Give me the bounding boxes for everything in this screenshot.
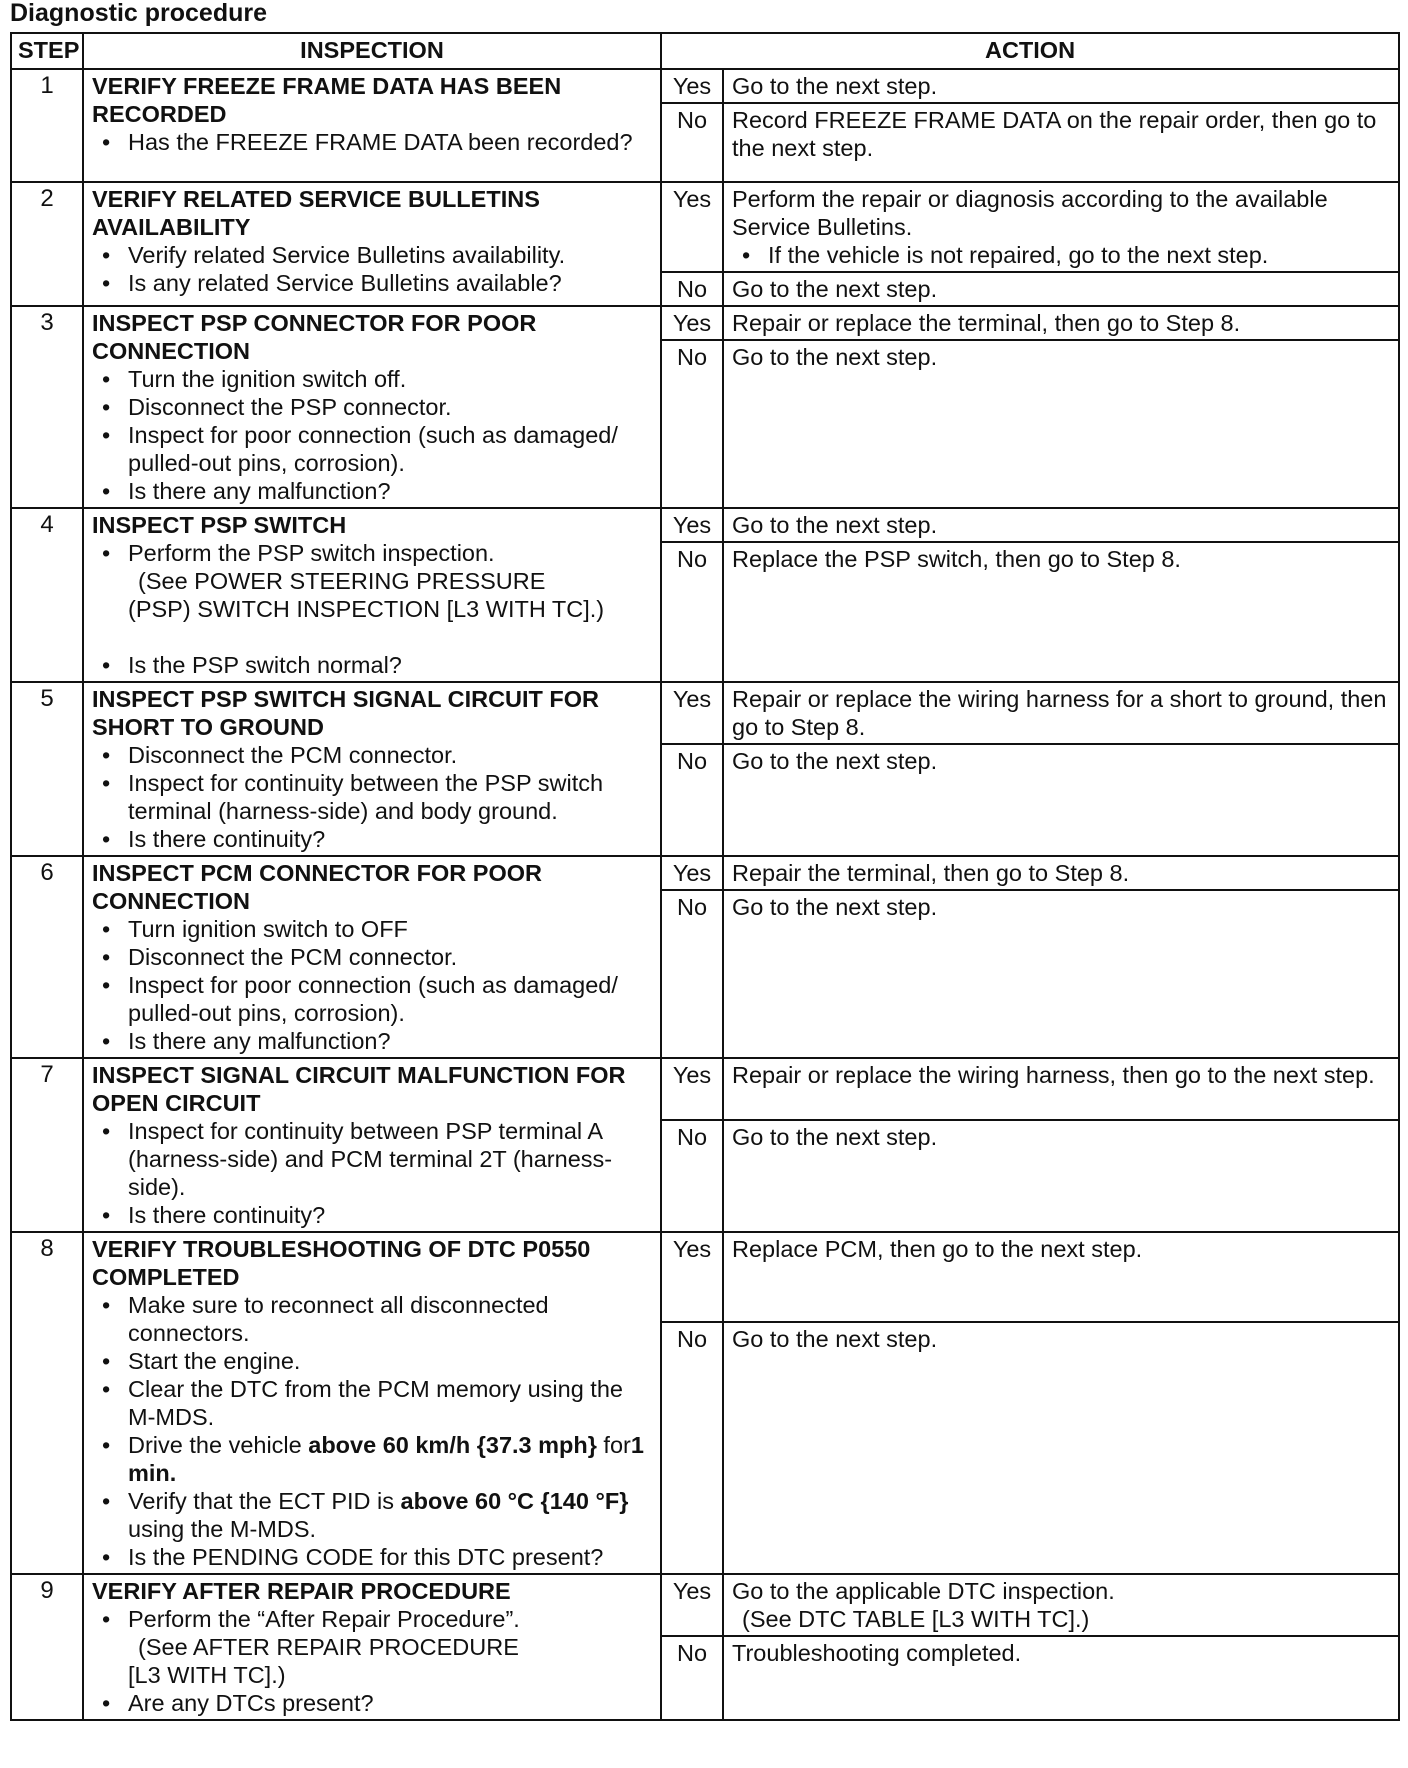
reference-line: [L3 WITH TC].) — [128, 1662, 286, 1688]
inspection-title: INSPECT SIGNAL CIRCUIT MALFUNCTION FOR OPEN CIRCUIT — [92, 1062, 626, 1116]
step-1-inspection — [83, 69, 661, 182]
bullet-item: • Are any DTCs present? — [92, 1689, 652, 1717]
step-number: 3 — [11, 306, 83, 508]
no-action: Replace the PSP switch, then go to Step 8. — [723, 542, 1399, 682]
reference-line: (See DTC TABLE [L3 WITH TC].) — [742, 1606, 1090, 1632]
yes-action: Repair the terminal, then go to Step 8. — [723, 856, 1399, 890]
step-4-inspection — [83, 508, 661, 682]
no-action: Go to the next step. — [723, 1322, 1399, 1574]
inspection-title: VERIFY RELATED SERVICE BULLETINS AVAILABILITY — [92, 186, 540, 240]
step-8-inspection — [83, 1232, 661, 1574]
yes-action: Replace PCM, then go to the next step. — [723, 1232, 1399, 1322]
step-5-yes-row — [11, 682, 1399, 744]
yes-action-text: Go to the applicable DTC inspection. — [732, 1578, 1115, 1604]
inspection-bullets — [92, 915, 652, 1055]
step-7-yes-row — [11, 1058, 1399, 1120]
no-label: No — [661, 103, 723, 182]
bullet-item: • Clear the DTC from the PCM memory using the M-MDS. — [92, 1375, 652, 1431]
bullet-item: • Disconnect the PCM connector. — [92, 943, 652, 971]
step-2-inspection — [83, 182, 661, 306]
step-7-inspection — [83, 1058, 661, 1232]
bullet-item: • Inspect for continuity between PSP terminal A (harness-side) and PCM terminal 2T (harness-side). — [92, 1117, 652, 1201]
bullet-item: • Is there any malfunction? — [92, 477, 652, 505]
inspection-title: INSPECT PCM CONNECTOR FOR POOR CONNECTION — [92, 860, 543, 914]
reference-line: (PSP) SWITCH INSPECTION [L3 WITH TC].) — [128, 596, 605, 622]
bullet-text: for — [596, 1432, 631, 1458]
yes-action: Repair or replace the wiring harness, then go to the next step. — [723, 1058, 1399, 1120]
bullet-text: using the M-MDS. — [128, 1516, 317, 1542]
no-label: No — [661, 744, 723, 856]
step-number: 2 — [11, 182, 83, 306]
step-number: 5 — [11, 682, 83, 856]
inspection-bullets — [92, 1291, 652, 1571]
yes-action-text: Perform the repair or diagnosis according to the available Service Bulletins. — [732, 186, 1328, 240]
inspection-bullets — [92, 365, 652, 505]
inspection-title: INSPECT PSP CONNECTOR FOR POOR CONNECTION — [92, 310, 537, 364]
yes-label: Yes — [661, 1574, 723, 1636]
bullet-item: • Has the FREEZE FRAME DATA been recorded? — [92, 128, 652, 156]
yes-action — [723, 182, 1399, 272]
step-9-yes-row — [11, 1574, 1399, 1636]
bullet-item: • Is there any malfunction? — [92, 1027, 652, 1055]
page-title: Diagnostic procedure — [10, 0, 267, 27]
bullet-item — [92, 1431, 652, 1487]
yes-label: Yes — [661, 682, 723, 744]
diagnostic-procedure-table — [10, 32, 1400, 1721]
yes-label: Yes — [661, 182, 723, 272]
no-label: No — [661, 272, 723, 306]
yes-action: Go to the next step. — [723, 69, 1399, 103]
step-1-yes-row — [11, 69, 1399, 103]
bullet-text: Verify that the ECT PID is — [128, 1488, 401, 1514]
step-number: 1 — [11, 69, 83, 182]
bullet-item: • Inspect for poor connection (such as damaged/ pulled-out pins, corrosion). — [92, 421, 652, 477]
no-label: No — [661, 542, 723, 682]
yes-label: Yes — [661, 856, 723, 890]
no-label: No — [661, 1120, 723, 1232]
action-bullets — [732, 241, 1390, 269]
bullet-item: • Start the engine. — [92, 1347, 652, 1375]
bullet-text: Perform the PSP switch inspection. — [128, 540, 495, 566]
step-column-header: STEP — [11, 33, 83, 69]
no-action: Troubleshooting completed. — [723, 1636, 1399, 1720]
yes-action — [723, 1574, 1399, 1636]
duration-threshold: 1 min. — [128, 1432, 644, 1486]
reference-line: (See POWER STEERING PRESSURE — [138, 568, 546, 594]
table-header-row — [11, 33, 1399, 69]
bullet-item — [92, 539, 652, 651]
inspection-column-header: INSPECTION — [83, 33, 661, 69]
bullet-item: • Verify related Service Bulletins availability. — [92, 241, 652, 269]
yes-label: Yes — [661, 1058, 723, 1120]
bullet-item: • Disconnect the PCM connector. — [92, 741, 652, 769]
yes-label: Yes — [661, 1232, 723, 1322]
speed-threshold: above 60 km/h {37.3 mph} — [308, 1432, 597, 1458]
bullet-text: Perform the “After Repair Procedure”. — [128, 1606, 520, 1632]
yes-label: Yes — [661, 508, 723, 542]
inspection-bullets — [92, 241, 652, 297]
step-number: 4 — [11, 508, 83, 682]
step-number: 6 — [11, 856, 83, 1058]
yes-label: Yes — [661, 306, 723, 340]
no-action: Go to the next step. — [723, 744, 1399, 856]
step-6-inspection — [83, 856, 661, 1058]
bullet-item: • Turn ignition switch to OFF — [92, 915, 652, 943]
no-action: Go to the next step. — [723, 340, 1399, 508]
bullet-item: • Is there continuity? — [92, 1201, 652, 1229]
no-label: No — [661, 1322, 723, 1574]
bullet-item — [92, 1487, 652, 1543]
inspection-title: INSPECT PSP SWITCH SIGNAL CIRCUIT FOR SHORT TO GROUND — [92, 686, 600, 740]
yes-action: Repair or replace the terminal, then go to Step 8. — [723, 306, 1399, 340]
inspection-bullets — [92, 128, 652, 156]
yes-action: Go to the next step. — [723, 508, 1399, 542]
step-2-yes-row — [11, 182, 1399, 272]
step-3-inspection — [83, 306, 661, 508]
step-9-inspection — [83, 1574, 661, 1720]
bullet-item: • Turn the ignition switch off. — [92, 365, 652, 393]
no-action: Record FREEZE FRAME DATA on the repair order, then go to the next step. — [723, 103, 1399, 182]
bullet-item — [92, 1605, 652, 1689]
bullet-item: • Is there continuity? — [92, 825, 652, 853]
yes-action: Repair or replace the wiring harness for a short to ground, then go to Step 8. — [723, 682, 1399, 744]
step-3-yes-row — [11, 306, 1399, 340]
step-number: 9 — [11, 1574, 83, 1720]
step-6-yes-row — [11, 856, 1399, 890]
no-label: No — [661, 340, 723, 508]
no-label: No — [661, 1636, 723, 1720]
no-action: Go to the next step. — [723, 1120, 1399, 1232]
inspection-bullets — [92, 539, 652, 679]
step-5-inspection — [83, 682, 661, 856]
bullet-item: • Is the PSP switch normal? — [92, 651, 652, 679]
step-8-yes-row — [11, 1232, 1399, 1322]
inspection-bullets — [92, 1117, 652, 1229]
spacer — [128, 623, 652, 651]
temperature-threshold: above 60 °C {140 °F} — [400, 1488, 629, 1514]
inspection-title: VERIFY AFTER REPAIR PROCEDURE — [92, 1578, 511, 1604]
bullet-item: • Disconnect the PSP connector. — [92, 393, 652, 421]
reference-line: (See AFTER REPAIR PROCEDURE — [138, 1634, 519, 1660]
bullet-item: • Is the PENDING CODE for this DTC present? — [92, 1543, 652, 1571]
bullet-item: • If the vehicle is not repaired, go to the next step. — [732, 241, 1390, 269]
inspection-title: INSPECT PSP SWITCH — [92, 512, 347, 538]
inspection-bullets — [92, 741, 652, 853]
action-column-header: ACTION — [661, 33, 1399, 69]
bullet-item: • Inspect for continuity between the PSP switch terminal (harness-side) and body ground. — [92, 769, 652, 825]
inspection-bullets — [92, 1605, 652, 1717]
inspection-title: VERIFY FREEZE FRAME DATA HAS BEEN RECORDED — [92, 73, 562, 127]
bullet-item: • Inspect for poor connection (such as damaged/ pulled-out pins, corrosion). — [92, 971, 652, 1027]
no-label: No — [661, 890, 723, 1058]
yes-label: Yes — [661, 69, 723, 103]
no-action: Go to the next step. — [723, 272, 1399, 306]
step-4-yes-row — [11, 508, 1399, 542]
bullet-text: Drive the vehicle — [128, 1432, 309, 1458]
bullet-item: • Is any related Service Bulletins available? — [92, 269, 652, 297]
bullet-item: • Make sure to reconnect all disconnected connectors. — [92, 1291, 652, 1347]
step-number: 7 — [11, 1058, 83, 1232]
inspection-title: VERIFY TROUBLESHOOTING OF DTC P0550 COMPLETED — [92, 1236, 591, 1290]
step-number: 8 — [11, 1232, 83, 1574]
no-action: Go to the next step. — [723, 890, 1399, 1058]
